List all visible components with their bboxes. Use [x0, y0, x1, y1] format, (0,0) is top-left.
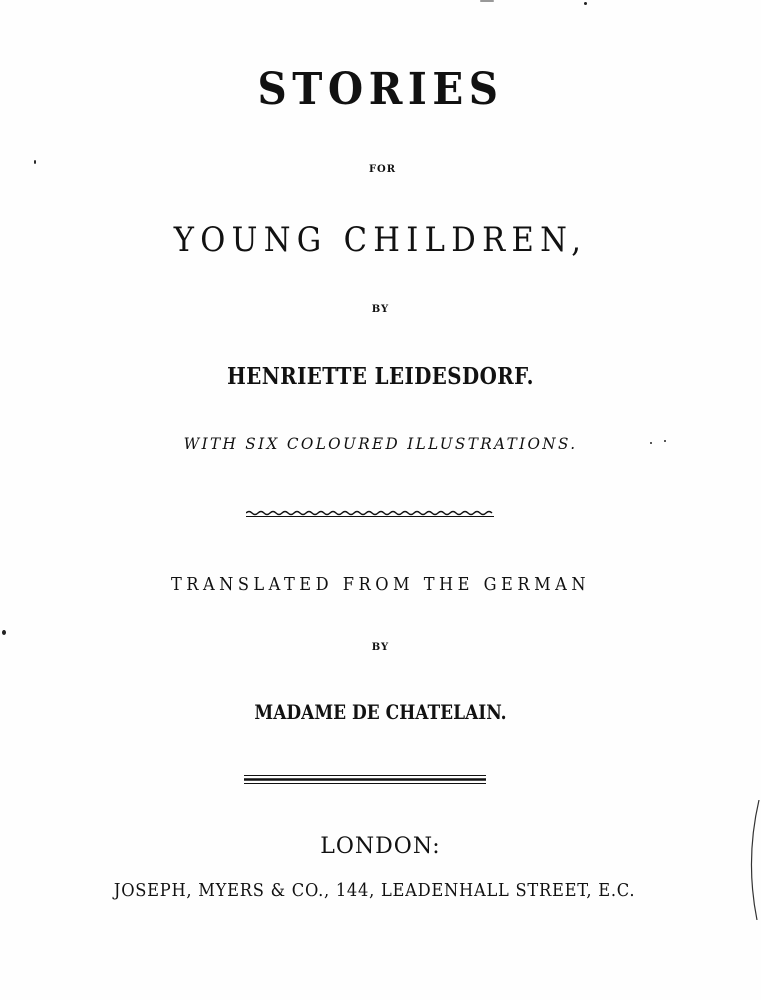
book-subtitle: YOUNG CHILDREN, — [173, 220, 588, 260]
by-word-author: BY — [371, 304, 390, 315]
for-word: FOR — [368, 164, 397, 175]
author-name: HENRIETTE LEIDESDORF. — [227, 363, 534, 390]
ink-speck — [650, 442, 652, 444]
by-word-translator: BY — [371, 642, 390, 653]
ink-speck — [664, 440, 666, 442]
wavy-divider — [246, 509, 494, 519]
publisher-imprint: JOSEPH, MYERS & CO., 144, LEADENHALL STREET, E.C. — [113, 881, 636, 901]
ink-speck — [584, 2, 587, 5]
double-rule-divider — [244, 773, 486, 785]
ink-speck — [480, 0, 494, 2]
publication-city: LONDON: — [320, 834, 441, 859]
book-title: STORIES — [257, 64, 504, 115]
ink-speck — [2, 630, 6, 635]
translated-from-line: TRANSLATED FROM THE GERMAN — [170, 574, 591, 595]
illustrations-note: WITH SIX COLOURED ILLUSTRATIONS. — [183, 434, 578, 453]
page-edge-mark — [741, 800, 761, 920]
translator-name: MADAME DE CHATELAIN. — [254, 700, 507, 724]
ink-speck — [34, 160, 36, 164]
